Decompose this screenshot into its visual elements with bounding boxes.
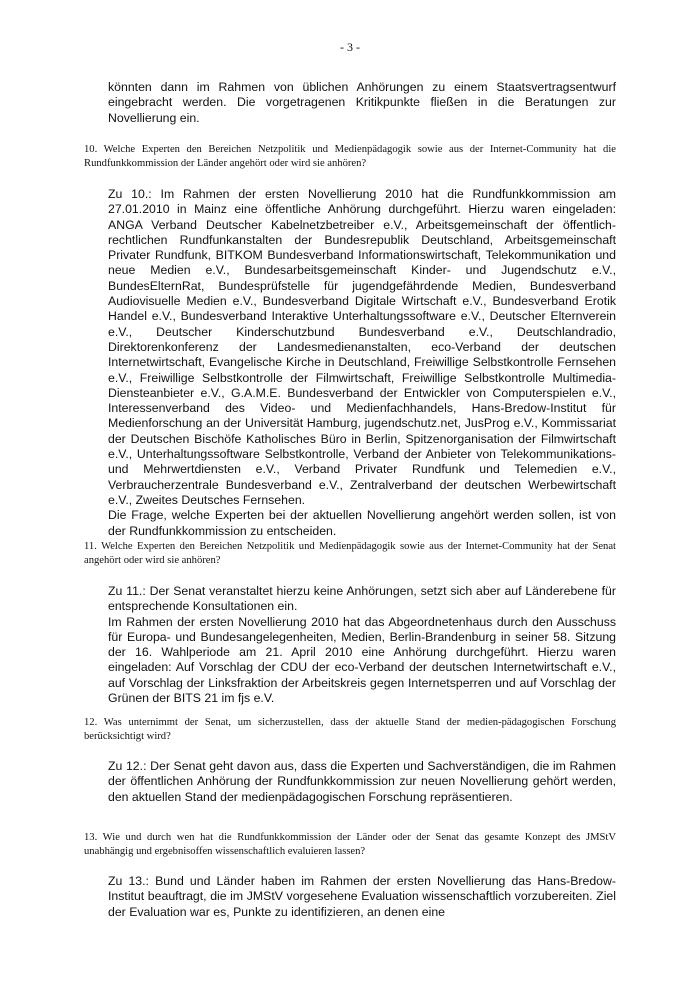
answer-11 [108, 584, 616, 706]
answer-10-paragraph-2: Die Frage, welche Experten bei der aktuellen Novellierung angehört werden sollen, ist von der Rundfunkkommission zu entscheiden. [108, 508, 616, 538]
question-11: 11. Welche Experten den Bereichen Netzpolitik und Medienpädagogik sowie aus der Internet-Community hat der Senat angehört oder wird sie anhören? [84, 541, 616, 566]
intro-continuation: könnten dann im Rahmen von üblichen Anhörungen zu einem Staatsvertragsentwurf eingebracht werden. Die vorgetragenen Kritikpunkte fließen in die Beratungen zur Novellierung ein. [108, 80, 616, 125]
answer-13 [108, 874, 616, 920]
answer-10 [108, 187, 616, 539]
question-10: 10. Welche Experten den Bereichen Netzpolitik und Medienpädagogik sowie aus der Internet-Community hat die Rundfunkkommission der Länder angehört oder wird sie anhören? [84, 144, 616, 169]
answer-13-paragraph-1: Zu 13.: Bund und Länder haben im Rahmen der ersten Novellierung das Hans-Bredow-Institut beauftragt, die im JMStV vorgesehene Evaluation wissenschaftlich vorzubereiten. Ziel der Evaluation war es, Punkte zu identifizieren, an denen eine [108, 874, 616, 919]
answer-12 [108, 759, 616, 805]
question-13: 13. Wie und durch wen hat die Rundfunkkommission der Länder oder der Senat das gesamte Konzept des JMStV unabhängig und ergebnisoffen wissenschaftlich evaluieren lassen? [84, 832, 616, 857]
answer-11-paragraph-1: Zu 11.: Der Senat veranstaltet hierzu keine Anhörungen, setzt sich aber auf Länderebene für entsprechende Konsultationen ein. [108, 584, 616, 614]
answer-11-paragraph-2: Im Rahmen der ersten Novellierung 2010 hat das Abgeordnetenhaus durch den Ausschuss für Europa- und Bundesangelegenheiten, Medien, Berlin-Brandenburg in seiner 58. Sitzung der 16. Wahlperiode am 21. April 2010 eine Anhörung durchgeführt. Hierzu waren eingeladen: Auf Vorschlag der CDU der eco-Verband der deutschen Internetwirtschaft e.V., auf Vorschlag der Linksfraktion der Arbeitskreis gegen Internetsperren und auf Vorschlag der Grünen der BITS 21 im fjs e.V. [108, 614, 616, 706]
question-12: 12. Was unternimmt der Senat, um sicherzustellen, dass der aktuelle Stand der medien-pädagogischen Forschung berücksichtigt wird? [84, 717, 616, 742]
page-number: - 3 - [340, 40, 360, 54]
answer-10-paragraph-1: Zu 10.: Im Rahmen der ersten Novellierung 2010 hat die Rundfunkkommission am 27.01.2010 in Mainz eine öffentliche Anhörung durchgeführt. Hierzu waren eingeladen: ANGA Verband Deutscher Kabelnetzbetreiber e.V., Arbeitsgemeinschaft der öffentlich-rechtlichen Rundfunkanstalten der Bundesrepublik Deutschland, Arbeitsgemeinschaft Privater Rundfunk, BITKOM Bundesverband Informationswirtschaft, Telekommunikation und neue Medien e.V., Bundesarbeitsgemeinschaft Kinder- und Jugendschutz e.V., BundesElternRat, Bundesprüfstelle für jugendgefährdende Medien, Bundesverband Audiovisuelle Medien e.V., Bundesverband Digitale Wirtschaft e.V., Bundesverband Erotik Handel e.V., Bundesverband Interaktive Unterhaltungssoftware e.V., Deutscher Elternverein e.V., Deutscher Kinderschutzbund Bundesverband e.V., Deutschlandradio, Direktorenkonferenz der Landesmedienanstalten, eco-Verband der deutschen Internetwirtschaft, Evangelische Kirche in Deutschland, Freiwillige Selbstkontrolle Fernsehen e.V., Freiwillige Selbstkontrolle der Filmwirtschaft, Freiwillige Selbstkontrolle Multimedia-Diensteanbieter e.V., G.A.M.E. Bundesverband der Entwickler von Computerspielen e.V., Interessenverband des Video- und Medienfachhandels, Hans-Bredow-Institut für Medienforschung an der Universität Hamburg, jugendschutz.net, JusProg e.V., Kommissariat der Deutschen Bischöfe Katholisches Büro in Berlin, Spitzenorganisation der Filmwirtschaft e.V., Unterhaltungssoftware Selbstkontrolle, Verband der Anbieter von Telekommunikations- und Mehrwertdiensten e.V., Verband Privater Rundfunk und Telemedien e.V., Verbraucherzentrale Bundesverband e.V., Zentralverband der deutschen Werbewirtschaft e.V., Zweites Deutsches Fernsehen. [108, 187, 616, 507]
answer-12-paragraph-1: Zu 12.: Der Senat geht davon aus, dass die Experten und Sachverständigen, die im Rahmen der öffentlichen Anhörung der Rundfunkkommission zur neuen Novellierung gehört werden, den aktuellen Stand der medienpädagogischen Forschung repräsentieren. [108, 759, 616, 804]
